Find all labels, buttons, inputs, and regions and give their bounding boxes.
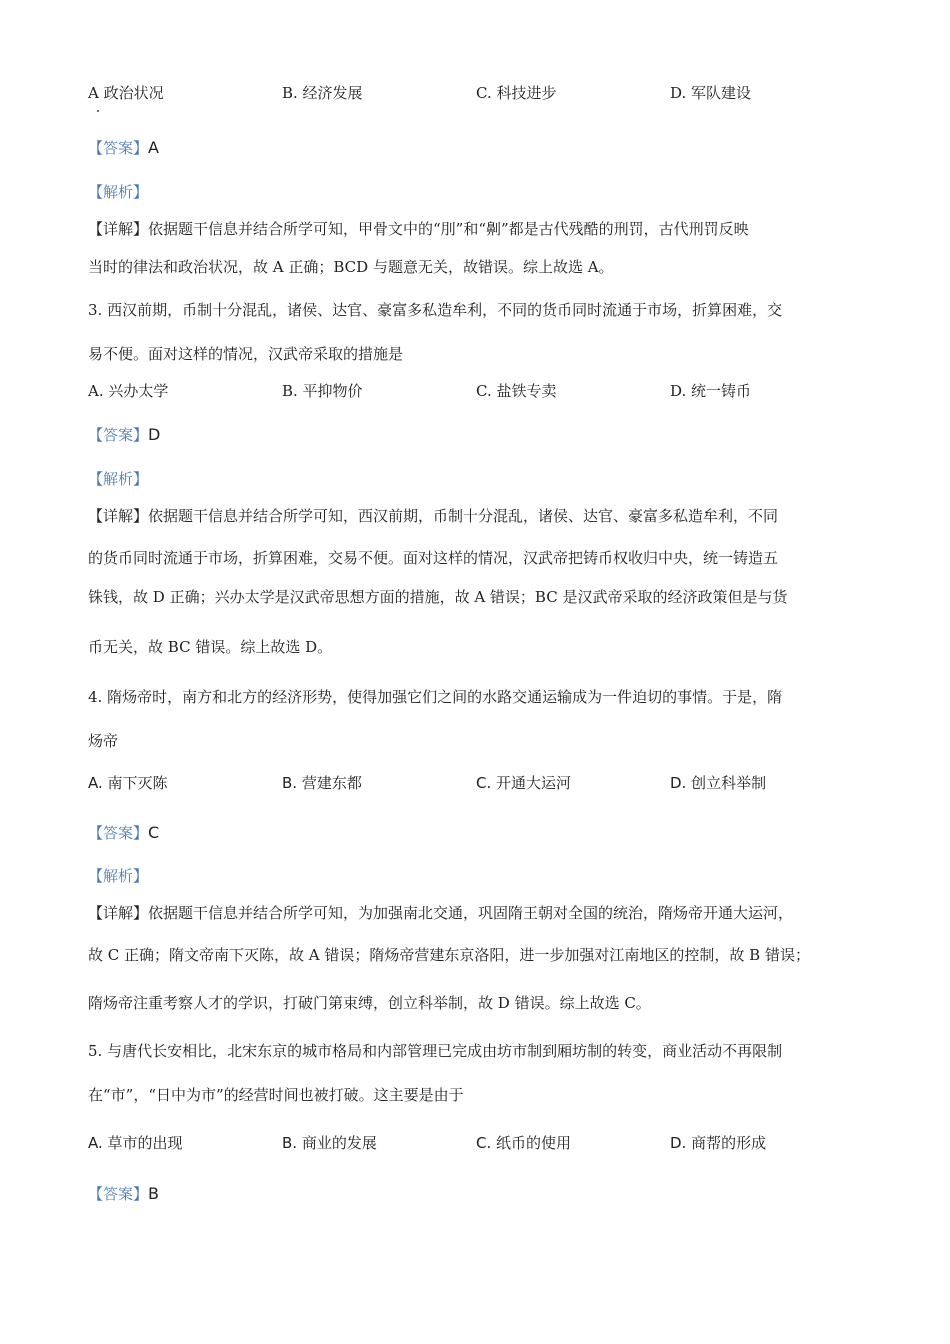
q4-stem-line-1: 4. 隋炀帝时，南方和北方的经济形势，使得加强它们之间的水路交通运输成为一件迫切的事情。于是，隋 <box>88 688 783 706</box>
q3-analysis-tag: 【解析】 <box>88 470 149 488</box>
answer-value: C <box>148 823 160 842</box>
q4-option-c: C. 开通大运河 <box>476 774 572 792</box>
answer-tag: 【答案】 <box>88 426 149 444</box>
q3-stem-line-2: 易不便。面对这样的情况，汉武帝采取的措施是 <box>88 345 404 363</box>
answer-value: A <box>148 138 159 157</box>
q3-option-c: C. 盐铁专卖 <box>476 382 557 400</box>
q2-option-c: C. 科技进步 <box>476 84 557 102</box>
q5-answer <box>88 1183 159 1204</box>
stray-dot <box>97 110 99 112</box>
q2-option-b: B. 经济发展 <box>282 84 363 102</box>
q4-option-a: A. 南下灭陈 <box>88 774 168 792</box>
q4-detail-line-3: 隋炀帝注重考察人才的学识，打破门第束缚，创立科举制，故 D 错误。综上故选 C。 <box>88 994 651 1012</box>
answer-tag: 【答案】 <box>88 1185 149 1203</box>
q2-option-d: D. 军队建设 <box>670 84 752 102</box>
q3-detail-line-4: 币无关，故 BC 错误。综上故选 D。 <box>88 638 333 656</box>
q4-analysis-tag: 【解析】 <box>88 867 149 885</box>
q2-option-a: A 政治状况 <box>88 84 164 102</box>
q3-option-b: B. 平抑物价 <box>282 382 363 400</box>
q2-detail-line-2: 当时的律法和政治状况，故 A 正确；BCD 与题意无关，故错误。综上故选 A。 <box>88 258 614 276</box>
q3-answer <box>88 424 160 445</box>
q3-detail-line-2: 的货币同时流通于市场，折算困难，交易不便。面对这样的情况，汉武帝把铸币权收归中央，统一铸造五 <box>88 549 779 567</box>
q3-stem-line-1: 3. 西汉前期，币制十分混乱，诸侯、达官、豪富多私造牟利，不同的货币同时流通于市场，折算困难，交 <box>88 301 783 319</box>
q2-analysis-tag: 【解析】 <box>88 183 149 201</box>
q4-option-b: B. 营建东都 <box>282 774 362 792</box>
q2-detail-line-1: 【详解】依据题干信息并结合所学可知，甲骨文中的“刖”和“劓”都是古代残酷的刑罚，古代刑罚反映 <box>88 220 749 238</box>
q3-option-d: D. 统一铸币 <box>670 382 752 400</box>
q4-detail-line-2: 故 C 正确；隋文帝南下灭陈，故 A 错误；隋炀帝营建东京洛阳，进一步加强对江南地区的控制，故 B 错误； <box>88 946 810 964</box>
q5-stem-line-1: 5. 与唐代长安相比，北宋东京的城市格局和内部管理已完成由坊市制到厢坊制的转变，商业活动不再限制 <box>88 1042 783 1060</box>
q4-stem-line-2: 炀帝 <box>88 732 119 750</box>
q4-answer <box>88 822 159 843</box>
q3-option-a: A. 兴办太学 <box>88 382 169 400</box>
q2-answer <box>88 137 159 158</box>
answer-value: D <box>148 425 161 444</box>
q5-option-d: D. 商帮的形成 <box>670 1134 767 1152</box>
q4-detail-line-1: 【详解】依据题干信息并结合所学可知，为加强南北交通，巩固隋王朝对全国的统治，隋炀帝开通大运河， <box>88 904 794 922</box>
answer-tag: 【答案】 <box>88 824 149 842</box>
q4-option-d: D. 创立科举制 <box>670 774 767 792</box>
q3-detail-line-3: 铢钱，故 D 正确；兴办太学是汉武帝思想方面的措施，故 A 错误；BC 是汉武帝采取的经济政策但是与货 <box>88 588 788 606</box>
q5-stem-line-2: 在“市”，“日中为市”的经营时间也被打破。这主要是由于 <box>88 1086 464 1104</box>
q5-option-b: B. 商业的发展 <box>282 1134 377 1152</box>
q5-option-c: C. 纸币的使用 <box>476 1134 572 1152</box>
q3-detail-line-1: 【详解】依据题干信息并结合所学可知，西汉前期，币制十分混乱，诸侯、达官、豪富多私造牟利，不同 <box>88 507 779 525</box>
q5-option-a: A. 草市的出现 <box>88 1134 183 1152</box>
answer-tag: 【答案】 <box>88 139 149 157</box>
answer-value: B <box>148 1184 159 1203</box>
